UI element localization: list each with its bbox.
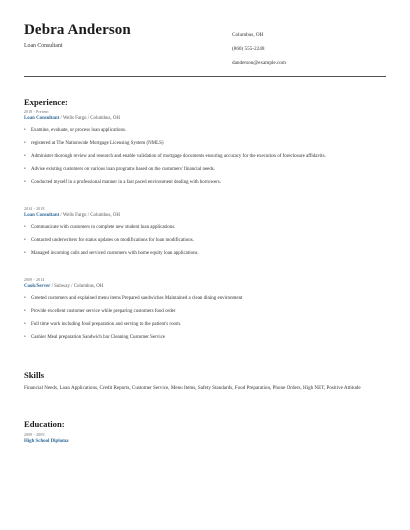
bullet-icon: • xyxy=(24,296,26,301)
job-bullet: • Cashier Meal preparation Sandwich bar Cleaning Customer Service xyxy=(24,334,165,340)
candidate-name: Debra Anderson xyxy=(24,22,131,38)
job-entry xyxy=(24,110,384,193)
job-bullets xyxy=(24,296,384,341)
bullet-icon: • xyxy=(24,334,26,340)
bullet-icon: • xyxy=(24,140,26,146)
job-dates: 2018 - Present xyxy=(24,110,49,114)
job-entry xyxy=(24,278,384,348)
job-bullet: • Contacted underwriters for status updates on modifications for loan modifications. xyxy=(24,237,194,243)
job-company: / Subway / Columbus, OH xyxy=(50,284,104,289)
bullet-icon: • xyxy=(24,321,26,327)
bullet-icon: • xyxy=(24,250,26,256)
job-bullets xyxy=(24,225,384,257)
contact-location: Columbus, OH xyxy=(232,32,264,38)
job-bullet: • Managed incoming calls and serviced customers with home equity loan applications. xyxy=(24,250,199,256)
job-bullet: • Conducted myself in a professional manner in a fast paced environment dealing with borrowers. xyxy=(24,179,222,185)
job-role: Loan Consultant xyxy=(24,213,60,218)
contact-phone: (860) 555-2248 xyxy=(232,46,265,52)
bullet-icon: • xyxy=(24,153,26,159)
bullet-icon: • xyxy=(24,179,26,185)
job-dates: 2009 - 2014 xyxy=(24,278,45,282)
job-bullet: • Communicate with customers to complete new student loan applications. xyxy=(24,225,176,230)
job-company: / Wells Fargo / Columbus, OH xyxy=(59,116,120,121)
bullet-icon: • xyxy=(24,237,26,243)
bullet-icon: • xyxy=(24,128,26,133)
job-entry xyxy=(24,207,384,264)
job-bullet: • Provide excellent customer service while preparing customers food order xyxy=(24,308,176,314)
job-company: / Wells Fargo / Columbus, OH xyxy=(59,213,120,218)
candidate-title: Loan Consultant xyxy=(24,43,63,49)
skills-list: Financial Needs, Loan Applications, Credit Reports, Customer Service, Menu Items, Safety Standards, Food Preparation, Phone Orders, High NET, Positive Attitude xyxy=(24,385,361,391)
job-header xyxy=(24,213,384,218)
skills-heading: Skills xyxy=(24,370,45,380)
job-bullet: • Full time work including food preparation and serving to the patient's room. xyxy=(24,321,182,327)
job-bullet: • registered at The Nationwide Mortgage Licensing System (NMLS) xyxy=(24,140,164,146)
education-dates: 2009 - 2009 xyxy=(24,433,45,437)
job-bullet: • Greeted customers and explained menu items Prepared sandwiches Maintained a clean dining environment xyxy=(24,296,243,301)
bullet-icon: • xyxy=(24,308,26,314)
bullet-icon: • xyxy=(24,166,26,172)
job-header xyxy=(24,116,384,121)
header-divider xyxy=(24,76,386,77)
job-role: Cook/Server xyxy=(24,284,51,289)
job-bullet: • Advise existing customers on various loan programs based on the customers' financial needs. xyxy=(24,166,215,172)
education-heading: Education: xyxy=(24,419,65,429)
job-bullet: • Examine, evaluate, or process loan applications. xyxy=(24,128,127,133)
experience-heading: Experience: xyxy=(24,97,68,107)
education-entry xyxy=(24,433,69,444)
bullet-icon: • xyxy=(24,225,26,230)
job-dates: 2014 - 2018 xyxy=(24,207,45,211)
job-bullets xyxy=(24,128,384,186)
job-role: Loan Consultant xyxy=(24,116,60,121)
education-degree: High School Diploma xyxy=(24,439,69,444)
job-bullet: • Administer thorough review and research and enable validation of mortgage documents ensuring accuracy for the execution of foreclosure affidavits. xyxy=(24,153,326,159)
contact-block xyxy=(232,28,286,70)
contact-email: danderson@example.com xyxy=(232,60,286,66)
job-header xyxy=(24,284,384,289)
